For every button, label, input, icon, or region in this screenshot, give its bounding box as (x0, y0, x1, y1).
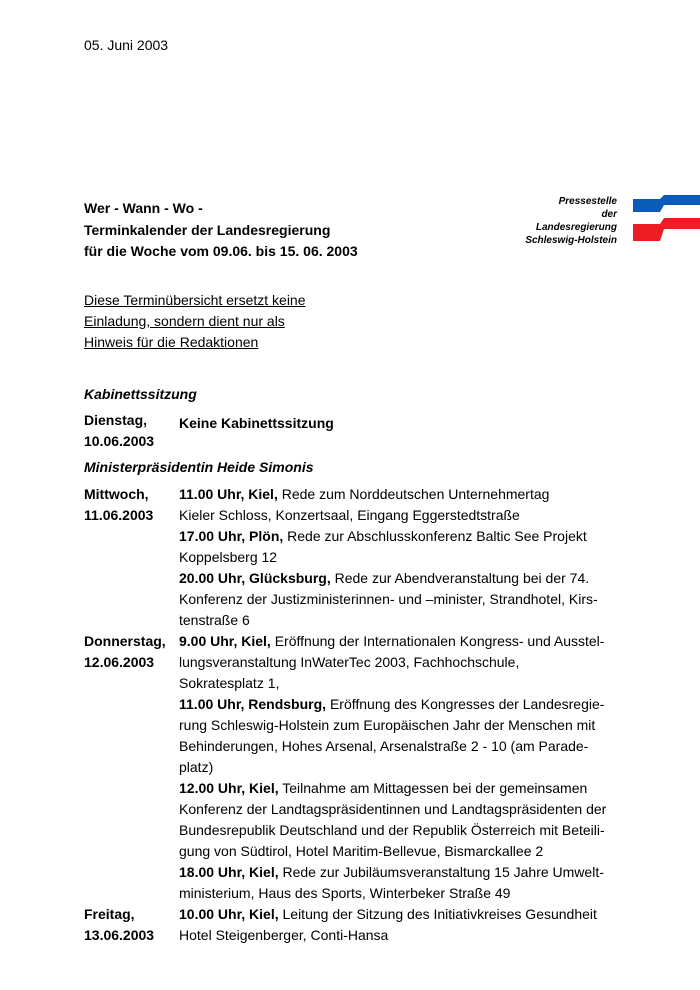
entry-events (179, 631, 624, 904)
event-line: gung von Südtirol, Hotel Maritim-Bellevue, Bismarckallee 2 (179, 843, 544, 859)
flag-red-stripe (633, 218, 700, 241)
cabinet-entry (84, 410, 624, 449)
event-text: Teilnahme am Mittagessen bei der gemeinsamen (278, 780, 588, 796)
day-name: Dienstag, (84, 412, 148, 428)
event-line: tenstraße 6 (179, 612, 250, 628)
schedule-entry-thursday (84, 631, 624, 904)
schedule-entry-friday (84, 904, 624, 946)
event-time-place: 9.00 Uhr, Kiel, (179, 633, 271, 649)
event-time-place: 17.00 Uhr, Plön, (179, 528, 284, 544)
event-time-place: 11.00 Uhr, Rendsburg, (179, 696, 327, 712)
document-date: 05. Juni 2003 (84, 37, 169, 53)
event-text: Eröffnung des Kongresses der Landesregie- (326, 696, 605, 712)
event-text: Rede zum Norddeutschen Unternehmertag (277, 486, 550, 502)
event-text: Rede zur Abschlusskonferenz Baltic See Projekt (283, 528, 587, 544)
event-line: Koppelsberg 12 (179, 549, 278, 565)
entry-text (179, 410, 624, 434)
disclaimer-line: Diese Terminübersicht ersetzt keine (84, 292, 306, 308)
event-line: Konferenz der Landtagspräsidentinnen und Landtagspräsidenten der (179, 801, 607, 817)
event-line (179, 904, 624, 925)
event-line: ministerium, Haus des Sports, Winterbeker Straße 49 (179, 885, 511, 901)
event-line (179, 694, 624, 715)
event-text: Leitung der Sitzung des Initiativkreises Gesundheit (278, 906, 597, 922)
press-line: Landesregierung (535, 222, 617, 233)
title-line: Terminkalender der Landesregierung (84, 221, 331, 238)
event-time-place: 12.00 Uhr, Kiel, (179, 780, 279, 796)
document-title (84, 198, 358, 263)
title-line: Wer - Wann - Wo - (84, 200, 203, 216)
state-flag-logo-icon (632, 193, 700, 243)
event-line (179, 484, 624, 505)
event-line: Kieler Schloss, Konzertsaal, Eingang Eggerstedtstraße (179, 507, 520, 523)
entry-day (84, 484, 179, 526)
event-line: rung Schleswig-Holstein zum Europäischen Jahr der Menschen mit (179, 717, 596, 733)
day-date: 10.06.2003 (84, 433, 155, 449)
event-time-place: 11.00 Uhr, Kiel, (179, 486, 278, 502)
event-line: lungsveranstaltung InWaterTec 2003, Fachhochschule, (179, 654, 520, 670)
event-line (179, 568, 624, 589)
disclaimer (84, 290, 306, 353)
schedule-entry-wednesday (84, 484, 624, 631)
event-line: Konferenz der Justizministerinnen- und –minister, Strandhotel, Kirs- (179, 591, 598, 607)
event-text: Rede zur Abendveranstaltung bei der 74. (330, 570, 590, 586)
day-name: Freitag, (84, 906, 135, 922)
event-line: platz) (179, 759, 214, 775)
event-text: Eröffnung der Internationalen Kongress- und Ausstel- (270, 633, 605, 649)
event-line (179, 631, 624, 652)
entry-day (84, 631, 179, 673)
flag-blue-stripe (633, 195, 700, 212)
title-line: für die Woche vom 09.06. bis 15. 06. 2003 (84, 243, 358, 259)
event-line: Bundesrepublik Deutschland und der Republik Österreich mit Beteili- (179, 822, 605, 838)
event-line (179, 862, 624, 883)
event-line: Behinderungen, Hohes Arsenal, Arsenalstraße 2 - 10 (am Parade- (179, 738, 589, 754)
event-line (179, 526, 624, 547)
day-name: Donnerstag, (84, 633, 166, 649)
day-date: 11.06.2003 (84, 507, 154, 523)
event-line: Hotel Steigenberger, Conti-Hansa (179, 927, 389, 943)
section-heading-cabinet: Kabinettssitzung (84, 386, 197, 402)
event-text: Rede zur Jubiläumsveranstaltung 15 Jahre Umwelt- (278, 864, 604, 880)
press-line: der (601, 209, 617, 220)
press-line: Pressestelle (558, 196, 617, 207)
day-name: Mittwoch, (84, 486, 149, 502)
disclaimer-line: Einladung, sondern dient nur als (84, 313, 285, 329)
section-heading-minister-president: Ministerpräsidentin Heide Simonis (84, 459, 314, 475)
cabinet-note: Keine Kabinettssitzung (179, 415, 334, 431)
event-line: Sokratesplatz 1, (179, 675, 280, 691)
event-line (179, 778, 624, 799)
entry-events (179, 484, 624, 631)
disclaimer-line: Hinweis für die Redaktionen (84, 334, 259, 350)
press-office-label (480, 195, 617, 247)
press-line: Schleswig-Holstein (525, 235, 617, 246)
event-time-place: 20.00 Uhr, Glücksburg, (179, 570, 331, 586)
day-date: 13.06.2003 (84, 927, 155, 943)
day-date: 12.06.2003 (84, 654, 155, 670)
entry-day (84, 410, 179, 452)
entry-events (179, 904, 624, 946)
entry-day (84, 904, 179, 946)
event-time-place: 18.00 Uhr, Kiel, (179, 864, 279, 880)
event-time-place: 10.00 Uhr, Kiel, (179, 906, 279, 922)
